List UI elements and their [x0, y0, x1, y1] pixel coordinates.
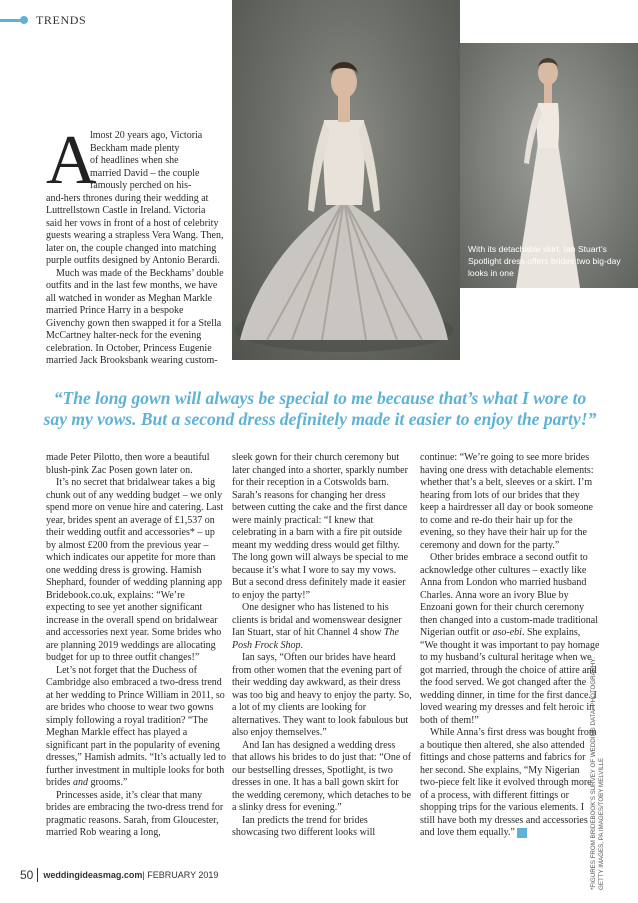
page-footer — [20, 868, 218, 882]
paragraph — [420, 552, 600, 727]
intro-line: lmost 20 years ago, Victoria — [90, 130, 203, 141]
paragraph: Ian predicts the trend for brides showcasing two different looks will — [232, 814, 376, 838]
emphasis: The Posh Frock Shop — [232, 627, 399, 651]
intro-line: Beckham made plenty — [90, 142, 180, 154]
text-run: While Anna’s first dress was bought from a boutique then altered, she also attended fittings and chose patterns and fabrics for her second. She explains, “My Nigerian two-piece felt like it evolved through more of a process, with different fittings or shopping trips for the various elements. I still have both my dresses and accessories and love them equally.” — [420, 727, 597, 838]
pull-quote: “The long gown will always be special to me because that’s what I wore to say my vows. But a second dress definitely made it easier to enjoy the party!” — [43, 388, 597, 429]
header-accent-bar — [0, 19, 22, 22]
photo-credit — [590, 620, 606, 890]
paragraph — [420, 727, 600, 840]
paragraph — [232, 602, 412, 652]
section-label: TRENDS — [36, 12, 87, 27]
paragraph: Princesses aside, it’s clear that many brides are embracing the two-dress trend for pragmatic reasons. Sarah, from Gloucester, married Rob wearing a long, — [46, 789, 224, 838]
paragraph: made Peter Pilotto, then wore a beautiful blush-pink Zac Posen gown later on. — [46, 452, 210, 476]
paragraph: It’s no secret that bridalwear takes a big chunk out of any wedding budget – we only spend more on venue hire and catering. Last year, brides spent an average of £1,537 on their wedding outfit and accessories* – up by almost £200 from the previous year – which indicates our appetite for more than one wedding dress is growing. Hamish Shephard, founder of wedding planning app Bridebook.co.uk, explains: “We’re expecting to see yet another significant increase in the overall spend on bridalwear and accessories next year. Some brides who are planning 2019 weddings are allocating budget for up to three outfit changes!” — [46, 477, 224, 663]
intro-line: married David – the couple — [90, 167, 200, 179]
emphasis: and — [72, 777, 88, 788]
text-run: Other brides embrace a second outfit to acknowledge other cultures – exactly like Anna from London who married husband Charles. Anna wore an ivory Blue by Enzoani gown for their church ceremony then changed into a custom-made traditional Nigerian outfit or — [420, 552, 598, 638]
intro-line: of headlines when she — [90, 155, 179, 166]
ballgown-illustration — [232, 0, 460, 360]
text-run: . — [300, 639, 304, 651]
paragraph: And Ian has designed a wedding dress that allows his brides to do just that: “One of our bestselling dresses, Spotlight, is two dresses in one. It has a ball gown skirt for the wedding ceremony, which detaches to be a slinky dress for evening.” — [232, 739, 412, 813]
paragraph: continue: “We’re going to see more brides having one dress with detachable elements: whether that’s a belt, sleeves or a skirt. I’m hearing from lots of our brides that they keep a hairdresser all day or book someone to come and re-do their hair up for the evening, so they have their hair up for the ceremony and down for the party.” — [420, 452, 594, 551]
column-2 — [232, 452, 412, 840]
paragraph: sleek gown for their church ceremony but later changed into a shorter, sparkly number for their reception in a Cotswolds barn. Sarah’s reasons for changing her dress between cutting the cake and the first dance were mainly practical: “I knew that celebrating in a barn with a fire pit outside meant my wedding dress would get filthy. The long gown will always be special to me because it’s what I wore to say my vows. But a second dress definitely made it easier to enjoy the party!” — [232, 452, 409, 601]
credit-text — [590, 657, 606, 890]
drop-cap: A — [46, 122, 97, 199]
page-number: 50 — [20, 868, 34, 882]
emphasis: aso-ebi — [492, 627, 522, 638]
intro-line: famously perched on his- — [90, 180, 192, 191]
column-1 — [46, 452, 226, 840]
photo-caption: With its detachable skirt, Ian Stuart’s Spotlight dress offers brides two big-day looks in one — [468, 244, 621, 278]
section-header — [0, 12, 86, 28]
text-run: Let’s not forget that the Duchess of Cambridge also embraced a two-dress trend at her wedding to Prince William in 2011, so are brides who choose to wear two gowns simply following a royal tradition? “The Meghan Markle effect has played a significant part in the popularity of evening dresses,” Hamish admits. “It’s actually led to further investment in multiple looks for both brides — [46, 664, 226, 788]
text-run: One designer who has listened to his clients is bridal and womenswear designer Ian Stuart, star of hit Channel 4 show — [232, 602, 402, 638]
text-run: grooms.” — [87, 777, 128, 788]
footer-site: weddingideasmag.com — [43, 870, 143, 880]
intro-paragraph: and-hers thrones during their wedding at Luttrellstown Castle in Ireland. Victoria said her vows in front of a host of celebrity guests wearing a strapless Vera Wang. Then, later on, the couple changed into matching purple outfits designed by Antonio Berardi. — [46, 192, 224, 266]
footer-divider — [37, 868, 38, 882]
intro-paragraph: Much was made of the Beckhams’ double outfits and in the last few months, we have all watched in wonder as Meghan Markle married Prince Harry in a bespoke Givenchy gown then swapped it for a Stella McCartney halter-neck for the evening celebration. In October, Princess Eugenie married Jack Brooksbank wearing custom- — [46, 267, 224, 366]
intro-text — [46, 130, 224, 368]
end-mark-icon: W — [517, 828, 527, 838]
main-dress-photo — [232, 0, 460, 360]
column-3 — [420, 452, 600, 840]
paragraph: Ian says, “Often our brides have heard from other women that the evening part of their wedding day awkward, as their dress was too big and heavy to enjoy the party. So, a lot of my clients are looking for alternatives. They want to look fabulous but also enjoy themselves.” — [232, 652, 412, 738]
paragraph — [46, 665, 226, 790]
credit-line: GETTY IMAGES, PA IMAGES/TOBY MELVILLE — [598, 757, 605, 890]
header-accent-dot — [20, 16, 28, 24]
credit-line: *FIGURES FROM BRIDEBOOK’S SURVEY OF WEDDING DATA. PHOTOGRAPHY: — [590, 657, 597, 890]
footer-issue: | FEBRUARY 2019 — [142, 870, 219, 880]
text-run: . She explains, “We thought it was important to pay homage to my husband’s cultural heritage when we got married, through the choice of attire and the food served. We got changed after the wedding dinner, in time for the first dance. I loved wearing my dresses and felt heroic in both of them!” — [420, 627, 600, 726]
